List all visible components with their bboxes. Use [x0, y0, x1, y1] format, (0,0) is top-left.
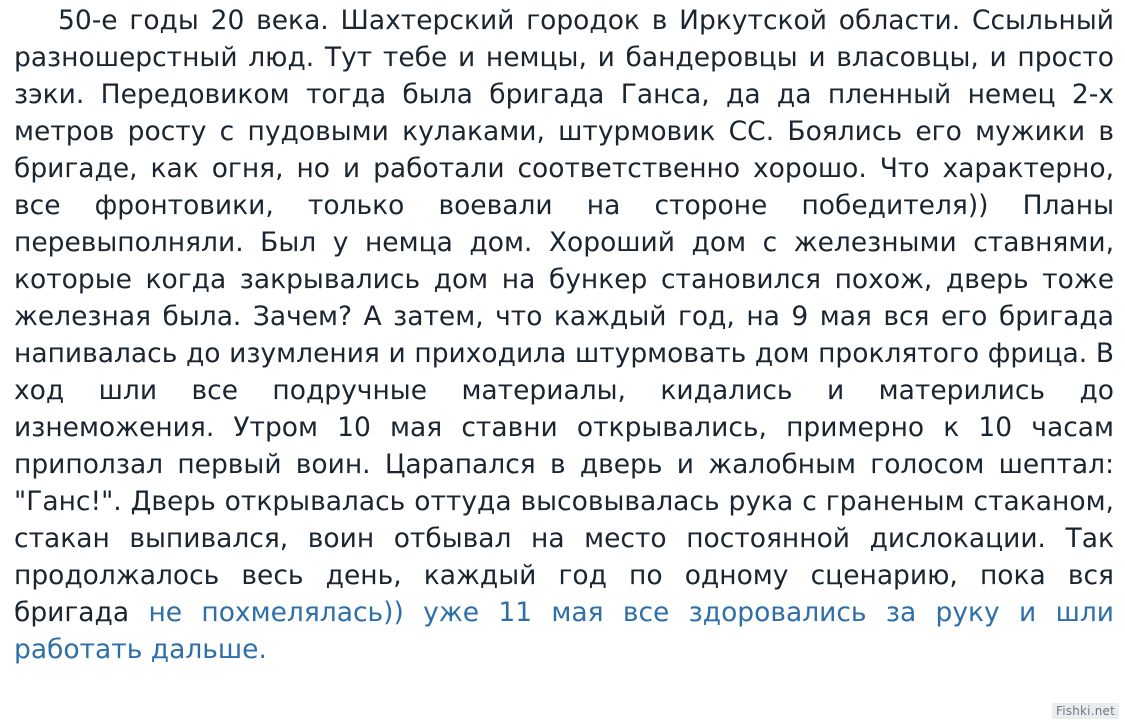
story-paragraph — [14, 2, 1114, 668]
story-text-link[interactable]: не похмелялась)) уже 11 мая все здоровались за руку и шли работать дальше. — [14, 597, 1114, 665]
story-body — [14, 2, 1114, 668]
story-text-plain: 50-е годы 20 века. Шахтерский городок в Иркутской области. Ссыльный разношерстный люд. Тут тебе и немцы, и бандеровцы и власовцы, и просто зэки. Передовиком тогда была бригада Ганса, да да пленный немец 2-х метров росту с пудовыми кулаками, штурмовик СС. Боялись его мужики в бригаде, как огня, но и работали соответственно хорошо. Что характерно, все фронтовики, только воевали на стороне победителя)) Планы перевыполняли. Был у немца дом. Хороший дом с железными ставнями, которые когда закрывались дом на бункер становился похож, дверь тоже железная была. Зачем? А затем, что каждый год, на 9 мая вся его бригада напивалась до изумления и приходила штурмовать дом проклятого фрица. В ход шли все подручные материалы, кидались и матерились до изнеможения. Утром 10 мая ставни открывались, примерно к 10 часам приползал первый воин. Царапался в дверь и жалобным голосом шептал: "Ганс!". Дверь открывалась оттуда высовывалась рука с граненым стаканом, стакан выпивался, воин отбывал на место постоянной дислокации. Так продолжалось весь день, каждый год по одному сценарию, пока вся бригада — [14, 5, 1114, 628]
site-watermark: Fishki.net — [1052, 703, 1119, 719]
